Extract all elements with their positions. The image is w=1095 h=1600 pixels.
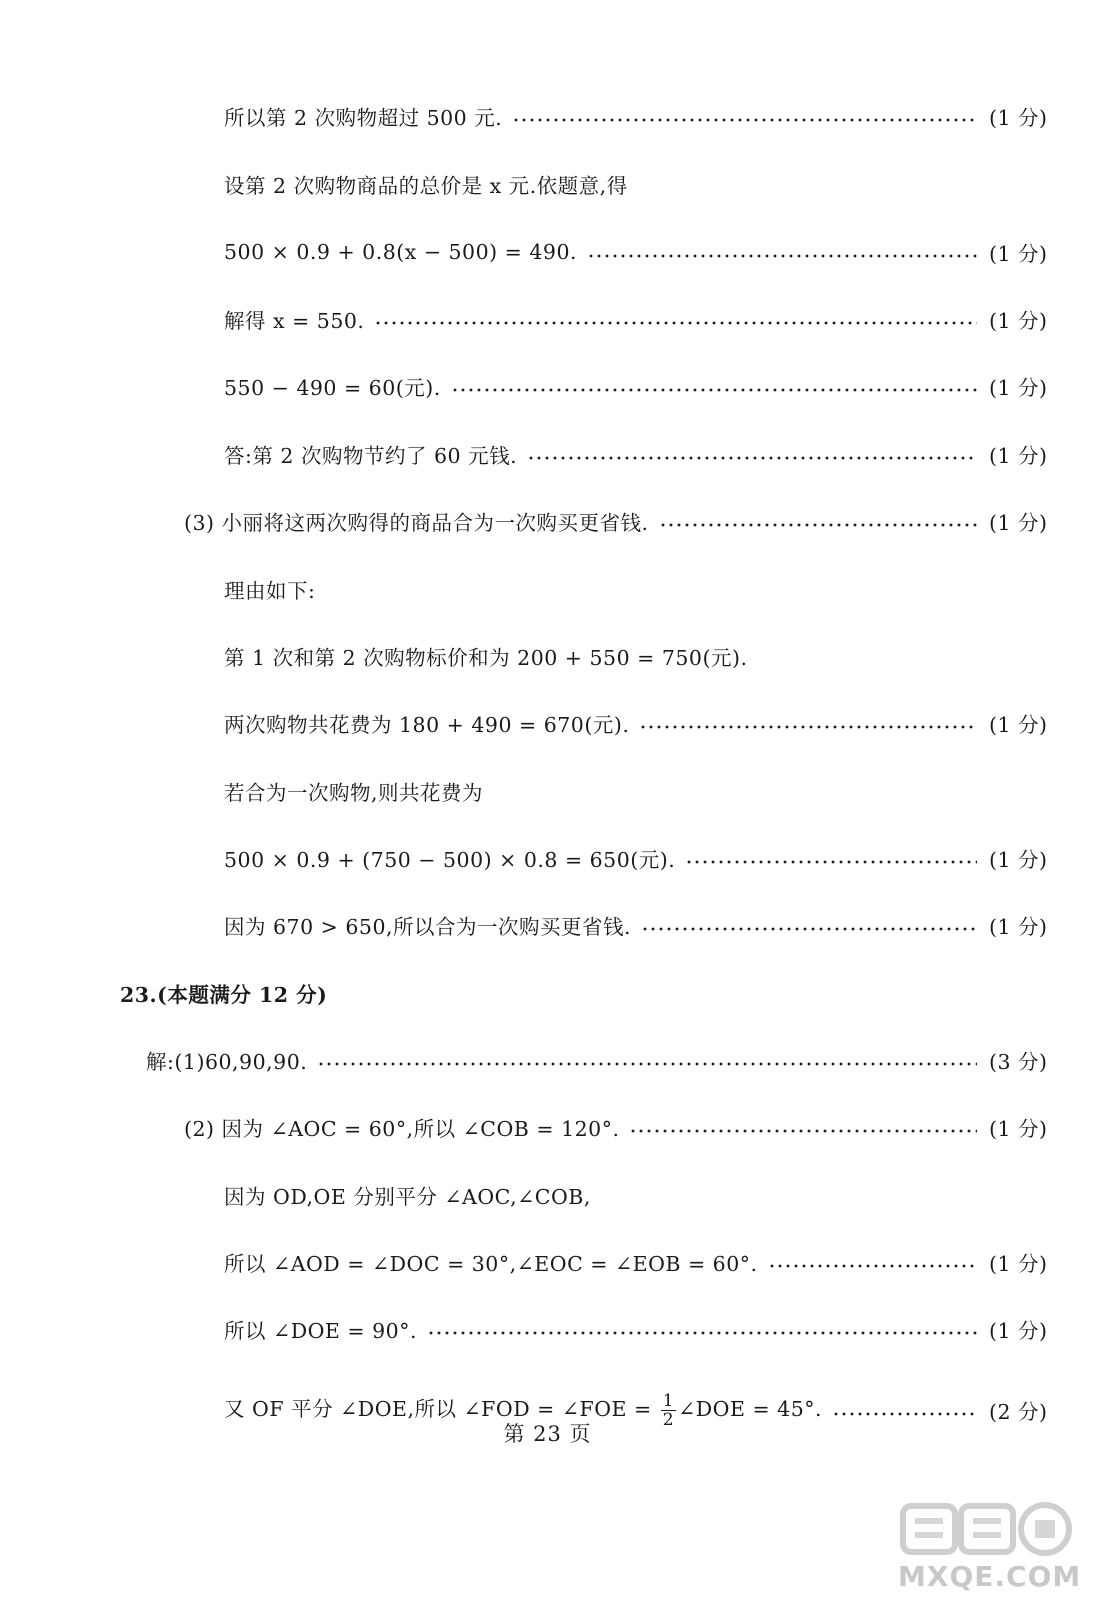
solution-line — [0, 1040, 1095, 1080]
line-text: 答:第 2 次购物节约了 60 元钱. — [224, 444, 518, 468]
line-text: 500 × 0.9 + 0.8(x − 500) = 490. — [224, 240, 577, 264]
solution-line — [0, 299, 1095, 339]
solution-line — [0, 164, 1095, 204]
score-label: (1 分) — [989, 309, 1048, 333]
solution-line — [0, 905, 1095, 945]
score-label: (1 分) — [989, 242, 1048, 266]
score-label: (1 分) — [989, 848, 1048, 872]
dot-leader — [641, 927, 977, 931]
dot-leader — [629, 1129, 977, 1133]
score-label: (1 分) — [989, 511, 1048, 535]
line-text: 550 − 490 = 60(元). — [224, 376, 441, 400]
score-label: (1 分) — [989, 713, 1048, 737]
solution-line — [0, 1242, 1095, 1282]
dot-leader — [451, 388, 977, 392]
fraction-numerator: 1 — [662, 1390, 675, 1411]
solution-line — [0, 501, 1095, 541]
solution-line — [0, 703, 1095, 743]
line-text: 所以 ∠DOE = 90°. — [224, 1319, 417, 1343]
dot-leader — [685, 860, 977, 864]
solution-line — [0, 636, 1095, 676]
dot-leader — [427, 1331, 977, 1335]
line-text: 理由如下: — [224, 579, 316, 603]
score-label: (1 分) — [989, 1117, 1048, 1141]
score-label: (3 分) — [989, 1050, 1048, 1074]
line-text: 所以第 2 次购物超过 500 元. — [224, 106, 503, 130]
watermark-text: MXQE.COM — [898, 1560, 1082, 1593]
solution-line — [0, 1175, 1095, 1215]
question-heading — [0, 973, 1095, 1013]
solution-line — [0, 838, 1095, 878]
solution-line — [0, 1309, 1095, 1349]
solution-line — [0, 771, 1095, 811]
page-number: 第 23 页 — [503, 1422, 592, 1446]
solution-line — [0, 232, 1095, 272]
line-text: 所以 ∠AOD = ∠DOC = 30°,∠EOC = ∠EOB = 60°. — [224, 1252, 758, 1276]
line-text: (3) 小丽将这两次购得的商品合为一次购买更省钱. — [184, 511, 649, 535]
score-label: (1 分) — [989, 1319, 1048, 1343]
line-text: 因为 670 > 650,所以合为一次购买更省钱. — [224, 915, 632, 939]
dot-leader — [639, 725, 977, 729]
line-text: 500 × 0.9 + (750 − 500) × 0.8 = 650(元). — [224, 848, 676, 872]
line-text: (2) 因为 ∠AOC = 60°,所以 ∠COB = 120°. — [184, 1117, 620, 1141]
dot-leader — [374, 321, 977, 325]
score-label: (1 分) — [989, 915, 1048, 939]
dot-leader — [587, 254, 977, 258]
line-text: 解得 x = 550. — [224, 309, 365, 333]
line-text: 两次购物共花费为 180 + 490 = 670(元). — [224, 713, 630, 737]
text-before-fraction: 又 OF 平分 ∠DOE,所以 ∠FOD = ∠FOE = — [224, 1396, 659, 1421]
dot-leader — [317, 1062, 977, 1066]
score-label: (1 分) — [989, 106, 1048, 130]
line-text: 设第 2 次购物商品的总价是 x 元.依题意,得 — [224, 174, 628, 198]
solution-line — [0, 96, 1095, 136]
line-text: 第 1 次和第 2 次购物标价和为 200 + 550 = 750(元). — [224, 646, 748, 670]
fraction-denominator: 2 — [662, 1409, 675, 1430]
solution-line — [0, 366, 1095, 406]
line-text: 解:(1)60,90,90. — [146, 1050, 308, 1074]
solution-line — [0, 1107, 1095, 1147]
dot-leader — [832, 1412, 977, 1416]
dot-leader — [768, 1264, 977, 1268]
line-text: 若合为一次购物,则共花费为 — [224, 781, 484, 805]
solution-line — [0, 569, 1095, 609]
score-label: (1 分) — [989, 376, 1048, 400]
solution-line — [0, 434, 1095, 474]
text-after-fraction: ∠DOE = 45°. — [678, 1396, 823, 1421]
dot-leader — [527, 456, 977, 460]
line-text: 因为 OD,OE 分别平分 ∠AOC,∠COB, — [224, 1185, 591, 1209]
heading-text: 23.(本题满分 12 分) — [120, 983, 328, 1007]
score-label: (1 分) — [989, 1252, 1048, 1276]
score-label: (1 分) — [989, 444, 1048, 468]
score-label: (2 分) — [989, 1400, 1048, 1424]
dot-leader — [512, 118, 977, 122]
dot-leader — [659, 523, 977, 527]
